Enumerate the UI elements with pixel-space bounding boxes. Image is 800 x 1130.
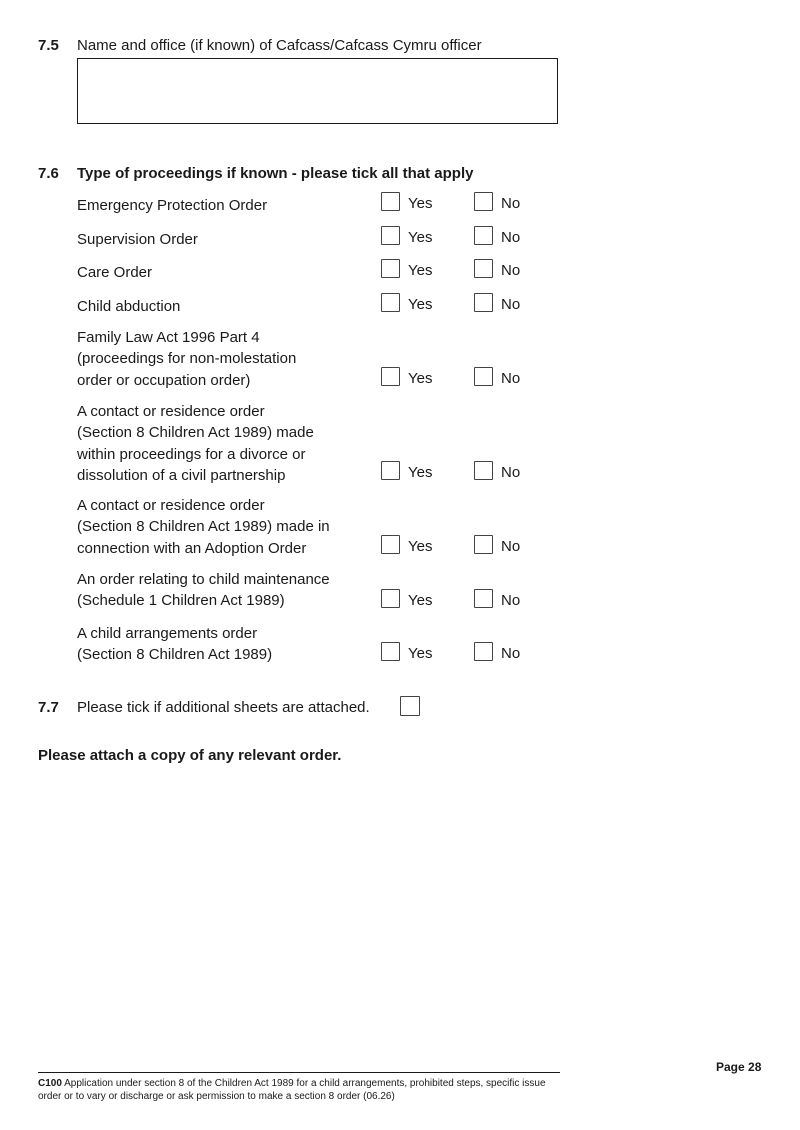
form-code: C100 xyxy=(38,1078,62,1089)
yes-label: Yes xyxy=(408,538,433,555)
no-label: No xyxy=(501,262,521,279)
question-7-6-label: Type of proceedings if known - please tick all that apply xyxy=(77,165,474,182)
proceeding-label xyxy=(77,262,152,283)
question-7-6-number: 7.6 xyxy=(38,165,59,182)
no-checkbox[interactable] xyxy=(474,293,493,312)
proceeding-label-line: Child abduction xyxy=(77,298,181,315)
attach-order-note: Please attach a copy of any relevant order. xyxy=(38,747,342,764)
proceeding-label-line: A contact or residence order xyxy=(77,497,265,514)
proceeding-label xyxy=(77,623,272,666)
question-7-5-number: 7.5 xyxy=(38,37,59,54)
question-7-7-number: 7.7 xyxy=(38,699,59,716)
proceeding-label xyxy=(77,495,330,559)
no-checkbox[interactable] xyxy=(474,642,493,661)
yes-checkbox[interactable] xyxy=(381,192,400,211)
proceeding-label-line: within proceedings for a divorce or xyxy=(77,445,306,463)
proceeding-label-line: A child arrangements order xyxy=(77,625,258,642)
proceeding-label-line: Care Order xyxy=(77,264,153,281)
no-checkbox[interactable] xyxy=(474,535,493,554)
no-checkbox[interactable] xyxy=(474,192,493,211)
yes-checkbox[interactable] xyxy=(381,293,400,312)
no-label: No xyxy=(501,296,521,313)
yes-checkbox[interactable] xyxy=(381,589,400,608)
proceeding-label-line: Family Law Act 1996 Part 4 xyxy=(77,329,260,346)
no-checkbox[interactable] xyxy=(474,226,493,245)
cafcass-officer-name-field[interactable] xyxy=(77,58,558,124)
yes-checkbox[interactable] xyxy=(381,642,400,661)
no-label: No xyxy=(501,538,521,555)
proceeding-label xyxy=(77,229,198,250)
proceeding-label-line: Supervision Order xyxy=(77,231,198,248)
proceeding-label-line: (proceedings for non-molestation xyxy=(77,350,297,368)
yes-label: Yes xyxy=(408,296,433,313)
yes-label: Yes xyxy=(408,645,433,662)
footer-divider xyxy=(38,1072,560,1073)
proceeding-label-line: (Section 8 Children Act 1989) made xyxy=(77,424,314,442)
proceeding-label-line: (Schedule 1 Children Act 1989) xyxy=(77,592,285,610)
footer-description xyxy=(38,1078,558,1103)
yes-label: Yes xyxy=(408,262,433,279)
proceeding-label xyxy=(77,401,314,486)
proceeding-label xyxy=(77,296,180,317)
additional-sheets-checkbox[interactable] xyxy=(400,696,420,716)
proceeding-label xyxy=(77,327,296,391)
proceeding-label-line: order or occupation order) xyxy=(77,371,251,389)
form-description: Application under section 8 of the Children Act 1989 for a child arrangements, prohibited steps, specific issue order or to vary or discharge or ask permission to make a section 8 order (06.26) xyxy=(38,1078,546,1102)
no-checkbox[interactable] xyxy=(474,259,493,278)
yes-checkbox[interactable] xyxy=(381,259,400,278)
no-checkbox[interactable] xyxy=(474,367,493,386)
page-number: Page 28 xyxy=(716,1060,762,1074)
no-checkbox[interactable] xyxy=(474,461,493,480)
no-label: No xyxy=(501,645,521,662)
yes-checkbox[interactable] xyxy=(381,226,400,245)
question-7-7-label: Please tick if additional sheets are attached. xyxy=(77,699,370,716)
no-label: No xyxy=(501,229,521,246)
no-label: No xyxy=(501,592,521,609)
proceeding-label-line: connection with an Adoption Order xyxy=(77,539,307,557)
yes-label: Yes xyxy=(408,370,433,387)
proceeding-label-line: Emergency Protection Order xyxy=(77,197,268,214)
proceeding-label-line: (Section 8 Children Act 1989) made in xyxy=(77,518,330,536)
yes-label: Yes xyxy=(408,195,433,212)
proceeding-label-line: dissolution of a civil partnership xyxy=(77,466,286,484)
proceeding-label-line: An order relating to child maintenance xyxy=(77,571,330,588)
yes-label: Yes xyxy=(408,464,433,481)
yes-checkbox[interactable] xyxy=(381,367,400,386)
no-label: No xyxy=(501,464,521,481)
yes-label: Yes xyxy=(408,592,433,609)
proceeding-label xyxy=(77,569,330,612)
proceeding-label-line: (Section 8 Children Act 1989) xyxy=(77,646,273,664)
yes-checkbox[interactable] xyxy=(381,461,400,480)
question-7-5-label: Name and office (if known) of Cafcass/Cafcass Cymru officer xyxy=(77,37,482,54)
yes-checkbox[interactable] xyxy=(381,535,400,554)
yes-label: Yes xyxy=(408,229,433,246)
proceeding-label-line: A contact or residence order xyxy=(77,403,265,420)
no-label: No xyxy=(501,195,521,212)
no-checkbox[interactable] xyxy=(474,589,493,608)
proceeding-label xyxy=(77,195,267,216)
no-label: No xyxy=(501,370,521,387)
